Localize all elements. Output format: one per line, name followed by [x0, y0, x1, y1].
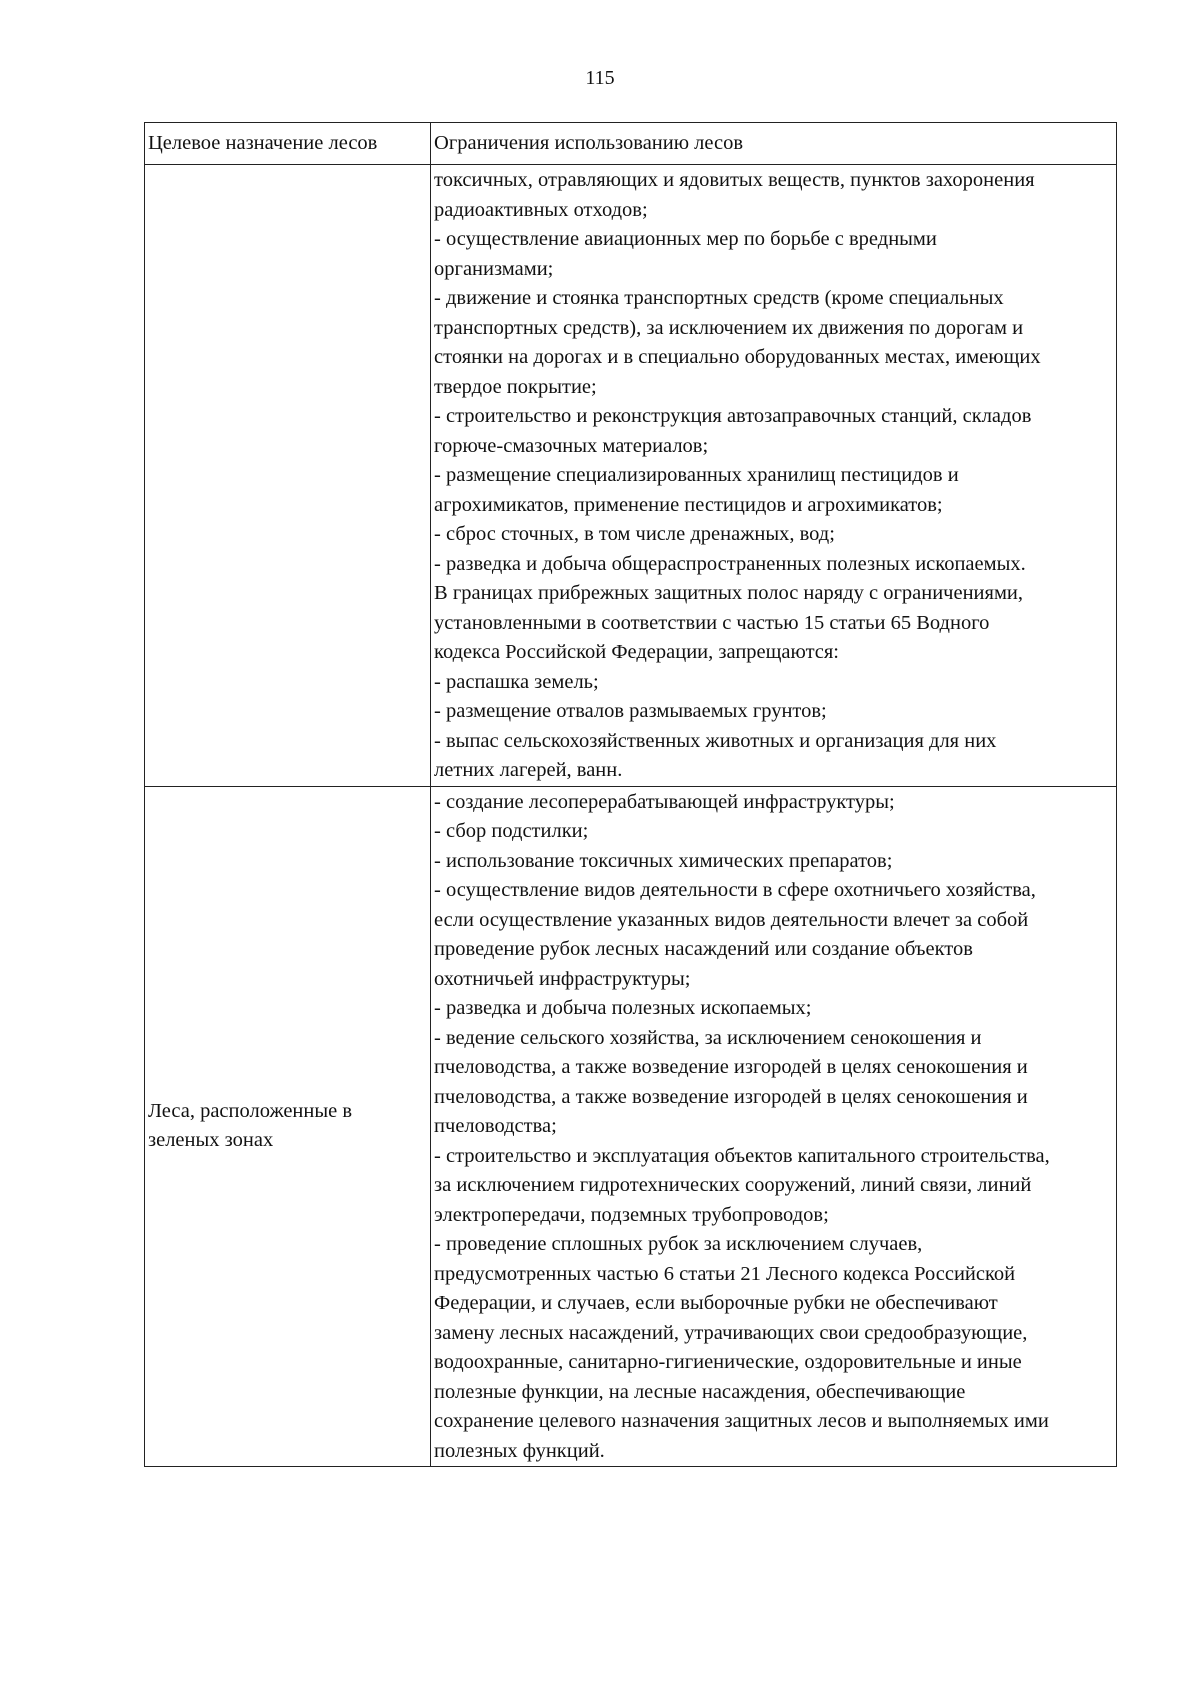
- limits-line: - сбор подстилки;: [434, 820, 589, 842]
- limits-line: транспортных средств), за исключением их движения по дорогам и: [434, 316, 1024, 339]
- limits-line: - движение и стоянка транспортных средств (кроме специальных: [434, 287, 1004, 309]
- limits-line: предусмотренных частью 6 статьи 21 Лесного кодекса Российской: [434, 1262, 1016, 1285]
- limits-line: охотничьей инфраструктуры;: [434, 967, 691, 990]
- limits-line: - осуществление видов деятельности в сфере охотничьего хозяйства,: [434, 879, 1036, 901]
- limits-line: пчеловодства;: [434, 1115, 557, 1137]
- limits-line: - разведка и добыча общераспространенных полезных ископаемых.: [434, 552, 1026, 575]
- limits-line: - создание лесоперерабатывающей инфраструктуры;: [434, 790, 895, 813]
- table-row: [145, 786, 1117, 1467]
- limits-line: - размещение специализированных хранилищ пестицидов и: [434, 464, 959, 486]
- limits-line: полезных функций.: [434, 1439, 605, 1462]
- limits-line: - использование токсичных химических препаратов;: [434, 849, 893, 872]
- limits-cell: [431, 786, 1117, 1467]
- purpose-line: Леса, расположенные в: [148, 1099, 353, 1122]
- limits-line: - распашка земель;: [434, 670, 599, 693]
- limits-line: организмами;: [434, 257, 554, 280]
- limits-line: летних лагерей, ванн.: [434, 759, 623, 781]
- limits-line: водоохранные, санитарно-гигиенические, оздоровительные и иные: [434, 1351, 1022, 1373]
- limits-line: радиоактивных отходов;: [434, 198, 648, 221]
- purpose-line: зеленых зонах: [148, 1129, 274, 1152]
- limits-line: горюче-смазочных материалов;: [434, 434, 709, 457]
- limits-line: установленными в соответствии с частью 15 статьи 65 Водного: [434, 611, 990, 634]
- header-purpose: Целевое назначение лесов: [145, 123, 431, 165]
- limits-line: токсичных, отравляющих и ядовитых веществ, пунктов захоронения: [434, 169, 1035, 191]
- limits-line: электропередачи, подземных трубопроводов;: [434, 1203, 829, 1226]
- limits-line: стоянки на дорогах и в специально оборудованных местах, имеющих: [434, 346, 1041, 368]
- limits-cell: [431, 165, 1117, 787]
- limits-line: - строительство и эксплуатация объектов капитального строительства,: [434, 1144, 1050, 1167]
- restrictions-table: [144, 122, 1117, 1467]
- limits-line: Федерации, и случаев, если выборочные рубки не обеспечивают: [434, 1292, 998, 1314]
- purpose-cell: [145, 786, 431, 1467]
- limits-line: полезные функции, на лесные насаждения, обеспечивающие: [434, 1380, 966, 1403]
- limits-line: если осуществление указанных видов деятельности влечет за собой: [434, 908, 1029, 931]
- limits-line: - строительство и реконструкция автозаправочных станций, складов: [434, 405, 1032, 427]
- limits-line: кодекса Российской Федерации, запрещаются:: [434, 641, 840, 663]
- limits-line: сохранение целевого назначения защитных лесов и выполняемых ими: [434, 1410, 1049, 1432]
- limits-line: - осуществление авиационных мер по борьбе с вредными: [434, 228, 937, 250]
- limits-line: - выпас сельскохозяйственных животных и организация для них: [434, 729, 997, 752]
- limits-line: замену лесных насаждений, утрачивающих свои средообразующие,: [434, 1321, 1028, 1344]
- page-number: 115: [585, 67, 615, 89]
- limits-line: - ведение сельского хозяйства, за исключением сенокошения и: [434, 1026, 982, 1049]
- limits-line: пчеловодства, а также возведение изгородей в целях сенокошения и: [434, 1085, 1028, 1108]
- purpose-cell: [145, 165, 431, 787]
- limits-line: - разведка и добыча полезных ископаемых;: [434, 997, 812, 1019]
- limits-line: В границах прибрежных защитных полос наряду с ограничениями,: [434, 582, 1024, 604]
- limits-line: пчеловодства, а также возведение изгородей в целях сенокошения и: [434, 1056, 1028, 1078]
- limits-line: проведение рубок лесных насаждений или создание объектов: [434, 938, 973, 960]
- limits-line: - сброс сточных, в том числе дренажных, вод;: [434, 523, 835, 545]
- limits-line: агрохимикатов, применение пестицидов и агрохимикатов;: [434, 493, 943, 516]
- limits-line: за исключением гидротехнических сооружений, линий связи, линий: [434, 1174, 1032, 1196]
- table-header-row: [145, 123, 1117, 165]
- limits-line: - размещение отвалов размываемых грунтов;: [434, 700, 827, 722]
- header-limits: Ограничения использованию лесов: [431, 123, 1117, 165]
- limits-line: твердое покрытие;: [434, 375, 597, 398]
- table-row: [145, 165, 1117, 787]
- limits-line: - проведение сплошных рубок за исключением случаев,: [434, 1233, 923, 1255]
